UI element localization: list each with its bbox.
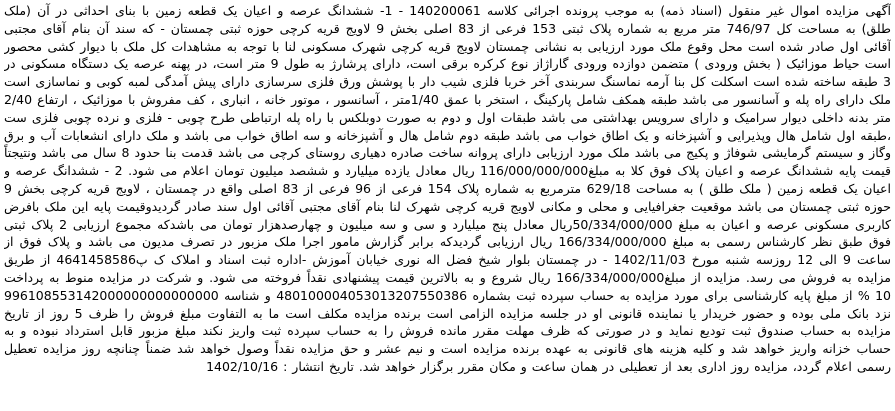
auction-notice (4, 2, 891, 409)
notice-body: آگهی مزایده اموال غیر منقول (اسناد ذمه) به موجب پرونده اجرائی کلاسه 140200061 - 1- ششدانگ عرصه و اعیان یک قطعه زمین با بنای احداثی در آن (ملک طلق) به مساحت کل 746/97 متر مربع به شماره پلاک ثبتی 153 فرعی از 83 اصلی بخش 9 لاویج قریه کرچی حوزه ثبتی چمستان - که سند آن بنام آقای مجتبی آقائی اول صادر شده است محل وقوع ملک مورد ارزیابی به نشانی چمستان لاویج قریه کرچی شهرک مسکونی لنا با توجه به مشاهدات کل ملک با دیوار کشی محصور است حیاط موزائیک ( بخش ورودی ) متضمن دوازده ورودی گاراژاز نوع کرکره برقی است، دارای پرشارژ به طول 9 متر است، در پهنه عرصه یک دستگاه مسکونی در 3 طبقه ساخته شده است اسکلت کل بنا آرمه نماسنگ سربندی آخر خربا فلزی شیب دار با پوشش ورق فلزی سرسازی دارای پیش آمدگی لمبه کوبی و نماسازی است ملک دارای راه پله و آسانسور می باشد طبقه همکف شامل پارکینگ ، استخر با عمق 1/40متر ، آسانسور ، موتور خانه ، انباری ، کف مفروش با موزائیک ، ارتفاع 2/40 متر بدنه داخلی دیوار سرامیک و دارای سرویس بهداشتی می باشد طبقات اول و دوم به صورت دوبلکس با راه پله ارتباطی طرح چوبی - فلزی و نرده چوبی فلزی ست ،طبقه اول شامل هال وپذیرایی و آشپزخانه و یک اطاق خواب می باشد طبقه دوم شامل هال و آشپزخانه و سه اطاق خواب می باشد و ملک دارای انشعابات آب و برق وگاز و سیستم گرمایشی شوفاژ و پکیج می باشد ملک مورد ارزیابی دارای پروانه ساخت صادره دهیاری روستای کرچی می باشد قدمت بنا حدود 8 سال می باشد ونتیجتاً قیمت پایه ششدانگ عرصه و اعیان پلاک فوق کلا به مبلغ116/000/000/000 ریال معادل یازده میلیارد و ششصد میلیون تومان اعلام می شود. 2 - ششدانگ عرصه و اعیان یک قطعه زمین ( ملک طلق ) به مساحت 629/18 مترمربع به شماره پلاک 154 فرعی از 96 فرعی از 83 اصلی واقع در چمستان ، لاویج قریه کرچی بخش 9 حوزه ثبتی چمستان می باشد موقعیت جغرافیایی و محلی و مکانی لاویج قریه کرچی شهرک لنا بنام آقای مجتبی آقائی اول سند صادر گردیدوقیمت پایه این ملک بافرض کاربری مسکونی عرصه و اعیان به مبلغ 50/334/000/000ریال معادل پنج میلیارد و سی و سه میلیون و چهارصدهزار تومان می باشدکه مجموع ارزیابی 2 پلاک ثبتی فوق طبق نظر کارشناس رسمی به مبلغ 166/334/000/000 ریال ارزیابی گردیدکه برابر گزارش مامور اجرا ملک مزبور در تصرف مدیون می باشد و پلاک فوق از ساعت 9 الی 12 روزسه شنبه مورخ 1402/11/03 - در چمستان بلوار شیخ فضل اله نوری خیابان آموزش -اداره ثبت اسناد و املاک ک پ4641458586 از طریق مزایده به فروش می رسد. مزایده از مبلغ166/334/000/000 ریال شروع و به بالاترین قیمت پیشنهادی نقداً فروخته می شود. و شرکت در مزایده منوط به پرداخت 10 % از مبلغ پایه کارشناسی برای مورد مزایده به حساب سپرده ثبت بشماره 480100004053013207550386 و شناسه 996108553142000000000000000 نزد بانک ملی بوده و حضور خریدار یا نماینده قانونی او در جلسه مزایده الزامی است برنده مزایده مکلف است ما به التفاوت مبلغ فروش را ظرف 5 روز از تاریخ مزایده به حساب صندوق ثبت تودیع نماید و در صورتی که ظرف مهلت مقرر مانده فروش را به حساب سپرده ثبت واریز نکند مبلغ مزبور قابل استرداد نبوده و به حساب خزانه واریز خواهد شد و کلیه هزینه های قانونی به عهده برنده مزایده است و نیم عشر و حق مزایده نقداً وصول خواهد شد ضمناً چنانچه روز مزایده تعطیل رسمی اعلام گردد، مزایده روز اداری بعد از تعطیلی در همان ساعت و مکان مقرر برگزار خواهد شد. تاریخ انتشار : (4, 3, 891, 374)
publish-date: 1402/10/16 (206, 358, 279, 374)
